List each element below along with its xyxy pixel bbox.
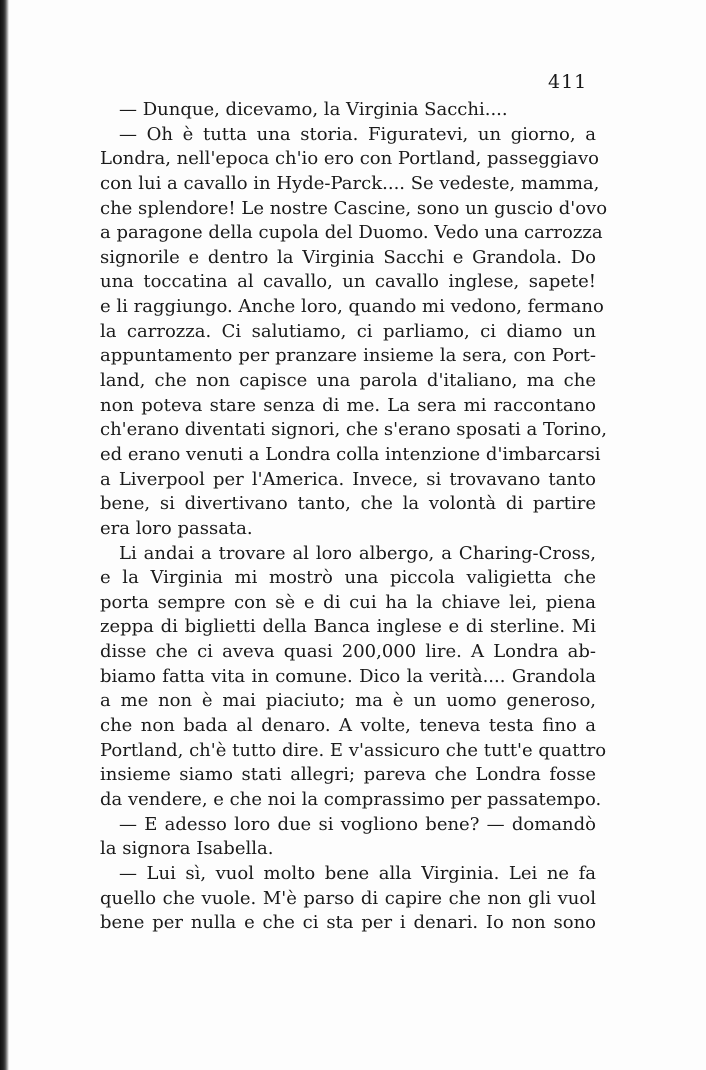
text-line: Londra, nell'epoca ch'io ero con Portland, passeggiavo: [100, 148, 599, 170]
text-line: ed erano venuti a Londra colla intenzione d'imbarcarsi: [100, 443, 601, 465]
text-line: e li raggiungo. Anche loro, quando mi vedono, fermano: [100, 296, 604, 318]
text-line: con lui a cavallo in Hyde-Parck.... Se vedeste, mamma,: [100, 172, 600, 194]
text-line: biamo fatta vita in comune. Dico la verità.... Grandola: [100, 665, 596, 687]
text-line: appuntamento per pranzare insieme la sera, con Port-: [100, 345, 596, 367]
text-line: — Lui sì, vuol molto bene alla Virginia. Lei ne fa: [119, 862, 596, 884]
text-line: — Dunque, dicevamo, la Virginia Sacchi....: [119, 99, 508, 120]
paragraph: [100, 813, 596, 862]
text-line: a Liverpool per l'America. Invece, si trovavano tanto: [100, 468, 596, 490]
text-line: insieme siamo stati allegri; pareva che Londra fosse: [100, 764, 596, 786]
text-line: — Oh è tutta una storia. Figuratevi, un giorno, a: [119, 123, 596, 145]
text-line: signorile e dentro la Virginia Sacchi e Grandola. Do: [100, 246, 596, 268]
body-text: [100, 98, 608, 936]
text-line: e la Virginia mi mostrò una piccola valigietta che: [100, 567, 596, 589]
text-line: a me non è mai piaciuto; ma è un uomo generoso,: [100, 690, 596, 712]
text-line: che splendore! Le nostre Cascine, sono un guscio d'ovo: [100, 197, 608, 219]
paragraph: [100, 862, 596, 936]
text-line: zeppa di biglietti della Banca inglese e di sterline. Mi: [100, 616, 596, 638]
text-line: porta sempre con sè e di cui ha la chiave lei, piena: [100, 591, 596, 613]
text-line: bene, si divertivano tanto, che la volontà di partire: [100, 493, 596, 515]
paragraph: [100, 123, 608, 542]
text-line: — E adesso loro due si vogliono bene? — domandò: [119, 813, 596, 835]
text-line: non poteva stare senza di me. La sera mi raccontano: [100, 394, 596, 416]
text-line: disse che ci aveva quasi 200,000 lire. A Londra ab-: [100, 641, 596, 663]
text-line: bene per nulla e che ci sta per i denari. Io non sono: [100, 912, 596, 934]
text-line: Li andai a trovare al loro albergo, a Charing-Cross,: [119, 542, 596, 564]
text-line: a paragone della cupola del Duomo. Vedo una carrozza: [100, 222, 603, 244]
text-line: da vendere, e che noi la comprassimo per passatempo.: [100, 788, 602, 810]
text-line: land, che non capisce una parola d'italiano, ma che: [100, 370, 596, 392]
text-line: la signora Isabella.: [100, 838, 274, 860]
text-line: una toccatina al cavallo, un cavallo inglese, sapete!: [100, 271, 596, 293]
page-binding-edge: [0, 0, 9, 1070]
text-line: ch'erano diventati signori, che s'erano sposati a Torino,: [100, 419, 607, 441]
paragraph: [100, 98, 596, 123]
text-line: era loro passata.: [100, 517, 253, 539]
text-line: che non bada al denaro. A volte, teneva testa fino a: [100, 715, 596, 737]
paragraph: [100, 542, 607, 813]
text-line: quello che vuole. M'è parso di capire che non gli vuol: [100, 887, 596, 909]
text-line: la carrozza. Ci salutiamo, ci parliamo, ci diamo un: [100, 320, 596, 342]
page-number: 411: [548, 71, 588, 93]
text-line: Portland, ch'è tutto dire. E v'assicuro che tutt'e quattro: [100, 739, 607, 761]
